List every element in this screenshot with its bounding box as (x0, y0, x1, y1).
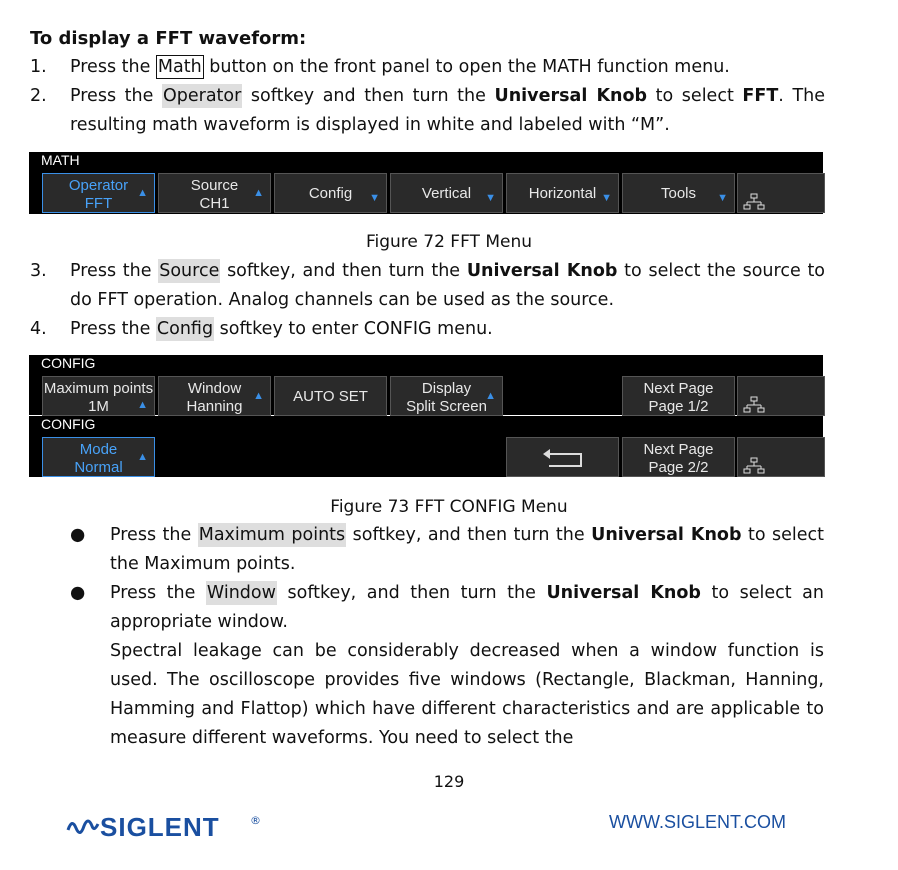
maximum-points-key-ref: Maximum points (198, 525, 346, 545)
arrow-up-icon: ▲ (253, 390, 264, 402)
arrow-down-icon: ▼ (717, 192, 728, 204)
operator-key-ref: Operator (162, 86, 242, 106)
section-heading: To display a FFT waveform: (30, 28, 307, 49)
network-softkey[interactable] (737, 437, 825, 477)
arrow-up-icon: ▲ (485, 390, 496, 402)
network-softkey[interactable] (737, 173, 825, 213)
operator-softkey[interactable]: Operator FFT ▲ (42, 173, 155, 213)
mode-softkey[interactable]: Mode Normal ▲ (42, 437, 155, 477)
arrow-up-icon: ▲ (137, 451, 148, 463)
source-softkey[interactable]: Source CH1 ▲ (158, 173, 271, 213)
auto-set-softkey[interactable]: AUTO SET (274, 376, 387, 416)
arrow-down-icon: ▼ (601, 192, 612, 204)
page-number: 129 (433, 772, 465, 791)
bullet-icon: ● (70, 525, 86, 545)
next-page-softkey[interactable]: Next Page Page 2/2 (622, 437, 735, 477)
back-softkey[interactable] (506, 437, 619, 477)
vertical-softkey[interactable]: Vertical ▼ (390, 173, 503, 213)
bullet-icon: ● (70, 583, 86, 603)
arrow-up-icon: ▲ (137, 399, 148, 411)
config-menu-title: CONFIG (41, 416, 96, 432)
network-icon (743, 457, 767, 475)
math-menu-title: MATH (41, 152, 80, 168)
horizontal-softkey[interactable]: Horizontal ▼ (506, 173, 619, 213)
network-icon (743, 193, 767, 211)
window-key-ref: Window (206, 583, 276, 603)
bullet-maximum-points: ● Press the Maximum points softkey, and then turn the Universal Knob to select the Maximum points. (70, 521, 830, 579)
step-4: 4. Press the Config softkey to enter CONFIG menu. (30, 319, 493, 339)
return-arrow-icon (541, 446, 585, 470)
step-2: 2. Press the Operator softkey and then turn the Universal Knob to select FFT. The resulting math waveform is displayed in white and labeled with “M”. (30, 86, 825, 135)
tools-softkey[interactable]: Tools ▼ (622, 173, 735, 213)
math-menu (29, 152, 823, 214)
network-icon (743, 396, 767, 414)
arrow-up-icon: ▲ (137, 187, 148, 199)
website-url[interactable]: WWW.SIGLENT.COM (609, 812, 786, 832)
figure-72-caption: Figure 72 FFT Menu (365, 232, 533, 252)
figure-73-caption: Figure 73 FFT CONFIG Menu (330, 497, 568, 517)
arrow-down-icon: ▼ (485, 192, 496, 204)
bullet-window: ● Press the Window softkey, and then turn the Universal Knob to select an appropriate window. Spectral leakage can be considerably decreased when a window function is used. The oscilloscope provides five windows (Rectangle, Blackman, Hanning, Hamming and Flattop) which have different characteristics and are applicable to measure different waveforms. You need to select the (70, 579, 830, 759)
maximum-points-softkey[interactable]: Maximum points 1M ▲ (42, 376, 155, 416)
config-menu-page-2 (29, 416, 823, 477)
math-key-ref: Math (157, 57, 202, 77)
arrow-down-icon: ▼ (369, 192, 380, 204)
next-page-softkey[interactable]: Next Page Page 1/2 (622, 376, 735, 416)
source-key-ref: Source (159, 261, 220, 281)
siglent-wave-icon (66, 814, 100, 840)
step-3: 3. Press the Source softkey, and then turn the Universal Knob to select the source to do FFT operation. Analog channels can be used as the source. (30, 261, 826, 310)
config-key-ref: Config (156, 319, 214, 339)
network-softkey[interactable] (737, 376, 825, 416)
config-menu-page-1 (29, 355, 823, 415)
step-1: 1. Press the Math button on the front panel to open the MATH function menu. (30, 57, 730, 77)
display-softkey[interactable]: Display Split Screen ▲ (390, 376, 503, 416)
config-softkey[interactable]: Config ▼ (274, 173, 387, 213)
arrow-up-icon: ▲ (253, 187, 264, 199)
window-softkey[interactable]: Window Hanning ▲ (158, 376, 271, 416)
window-paragraph: Spectral leakage can be considerably decreased when a window function is used. The oscilloscope provides five windows (Rectangle, Blackman, Hanning, Hamming and Flattop) which have different characteristics and are applicable to measure different waveforms. You need to select the (110, 641, 824, 748)
config-menu-title: CONFIG (41, 355, 96, 371)
